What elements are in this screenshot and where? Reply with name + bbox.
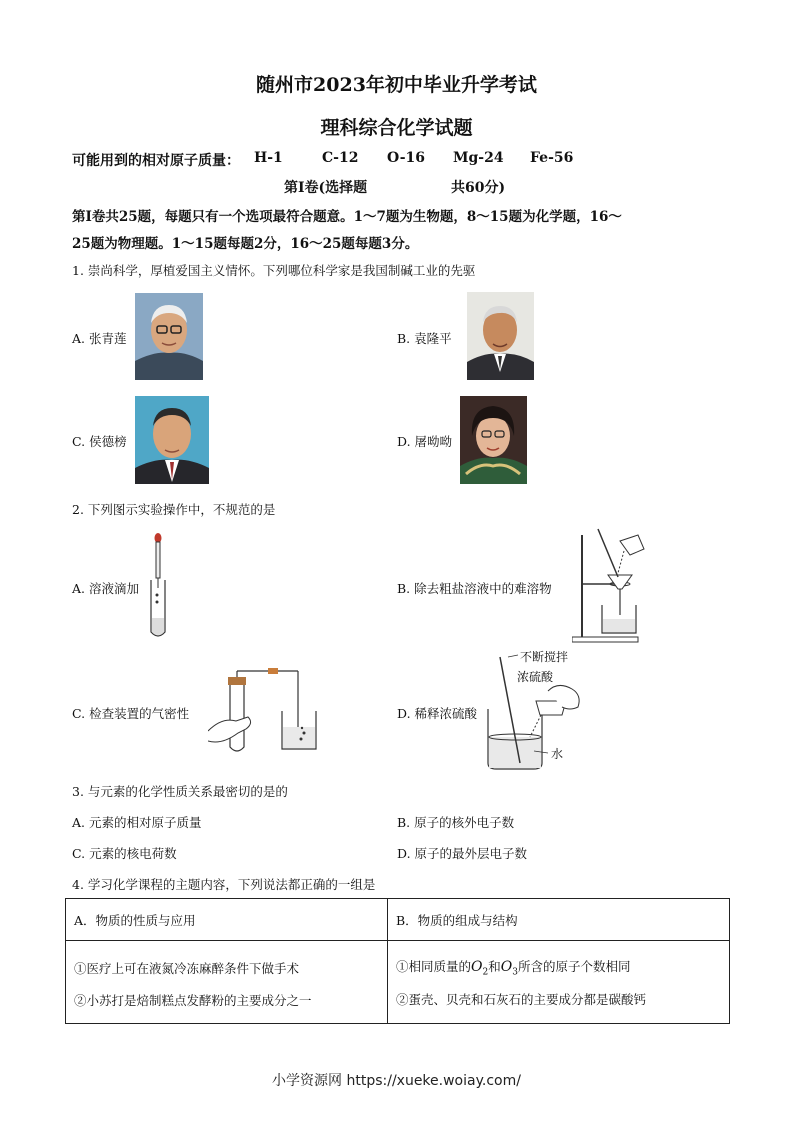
filtration-apparatus-figure <box>572 527 647 643</box>
exam-title: 随州市2023年初中毕业升学考试 <box>256 74 537 96</box>
q2-option-c: C. 检查装置的气密性 <box>72 706 190 721</box>
q2-option-b: B. 除去粗盐溶液中的难溶物 <box>397 581 552 596</box>
dilute-label-water: 水 <box>551 747 564 761</box>
q4-b-item-2: ②蛋壳、贝壳和石灰石的主要成分都是碳酸钙 <box>396 991 647 1007</box>
q1-stem: 1. 崇尚科学，厚植爱国主义情怀。下列哪位科学家是我国制碱工业的先驱 <box>72 263 476 278</box>
q2-option-a: A. 溶液滴加 <box>72 581 139 596</box>
q3-option-c: C. 元素的核电荷数 <box>72 846 177 861</box>
q4-table-header-a: A．物质的性质与应用 <box>66 899 388 941</box>
q1-option-a: A. 张青莲 <box>72 331 127 346</box>
atomic-mass-mg: Mg-24 <box>453 150 504 166</box>
section-instructions-2: 25题为物理题。1～15题每题2分，16～25题每题3分。 <box>72 236 419 252</box>
dropper-test-tube-figure <box>145 532 175 640</box>
q1-option-b: B. 袁隆平 <box>397 331 452 346</box>
q4-table <box>65 898 730 1024</box>
q1-option-d: D. 屠呦呦 <box>397 434 453 449</box>
atomic-mass-h: H-1 <box>254 150 283 166</box>
portrait-b-image <box>467 292 534 380</box>
portrait-d-image <box>460 396 527 484</box>
portrait-c-image <box>135 396 209 484</box>
q3-option-d: D. 原子的最外层电子数 <box>397 846 528 861</box>
dilute-label-acid: 浓硫酸 <box>517 670 554 684</box>
atomic-mass-label: 可能用到的相对原子质量： <box>72 153 240 169</box>
section-instructions-1: 第Ⅰ卷共25题，每题只有一个选项最符合题意。1～7题为生物题，8～15题为化学题，16～ <box>72 209 622 225</box>
q4-b-o2: O <box>471 959 483 975</box>
q4-b-o3-sub: 3 <box>512 967 518 978</box>
portrait-a-image <box>135 293 203 380</box>
q3-option-a: A. 元素的相对原子质量 <box>72 815 202 830</box>
exam-subtitle: 理科综合化学试题 <box>320 117 473 139</box>
q4-stem: 4. 学习化学课程的主题内容，下列说法都正确的一组是 <box>72 877 376 892</box>
footer-watermark: 小学资源网 https://xueke.woiay.com/ <box>272 1073 521 1089</box>
atomic-mass-o: O-16 <box>387 150 426 166</box>
atomic-mass-fe: Fe-56 <box>530 150 574 166</box>
q2-stem: 2. 下列图示实验操作中，不规范的是 <box>72 502 276 517</box>
q4-b-item-1 <box>396 957 721 978</box>
q3-stem: 3. 与元素的化学性质关系最密切的是的 <box>72 784 288 799</box>
atomic-mass-c: C-12 <box>322 150 359 166</box>
section-score: 共60分) <box>451 180 506 196</box>
q4-a-item-1: ①医疗上可在液氮冷冻麻醉条件下做手术 <box>74 961 300 976</box>
q2-option-d: D. 稀释浓硫酸 <box>397 706 478 721</box>
q4-table-cell-b <box>388 941 730 1024</box>
q4-b-item-1-pre: ①相同质量的 <box>396 959 472 974</box>
airtightness-check-figure <box>208 667 325 754</box>
q4-table-cell-a <box>66 941 388 1024</box>
section-title: 第Ⅰ卷(选择题 <box>284 180 368 196</box>
q3-option-b: B. 原子的核外电子数 <box>397 815 515 830</box>
q4-table-header-b: B．物质的组成与结构 <box>388 899 730 941</box>
q4-a-item-2: ②小苏打是焙制糕点发酵粉的主要成分之一 <box>74 993 312 1008</box>
q4-b-o3: O <box>500 959 513 975</box>
q4-b-item-1-mid: 和 <box>488 959 501 974</box>
q4-b-o2-sub: 2 <box>482 967 489 978</box>
q1-option-c: C. 侯德榜 <box>72 434 127 449</box>
q4-b-item-1-post: 所含的原子个数相同 <box>517 959 631 974</box>
dilute-label-stir: 不断搅拌 <box>520 650 569 664</box>
